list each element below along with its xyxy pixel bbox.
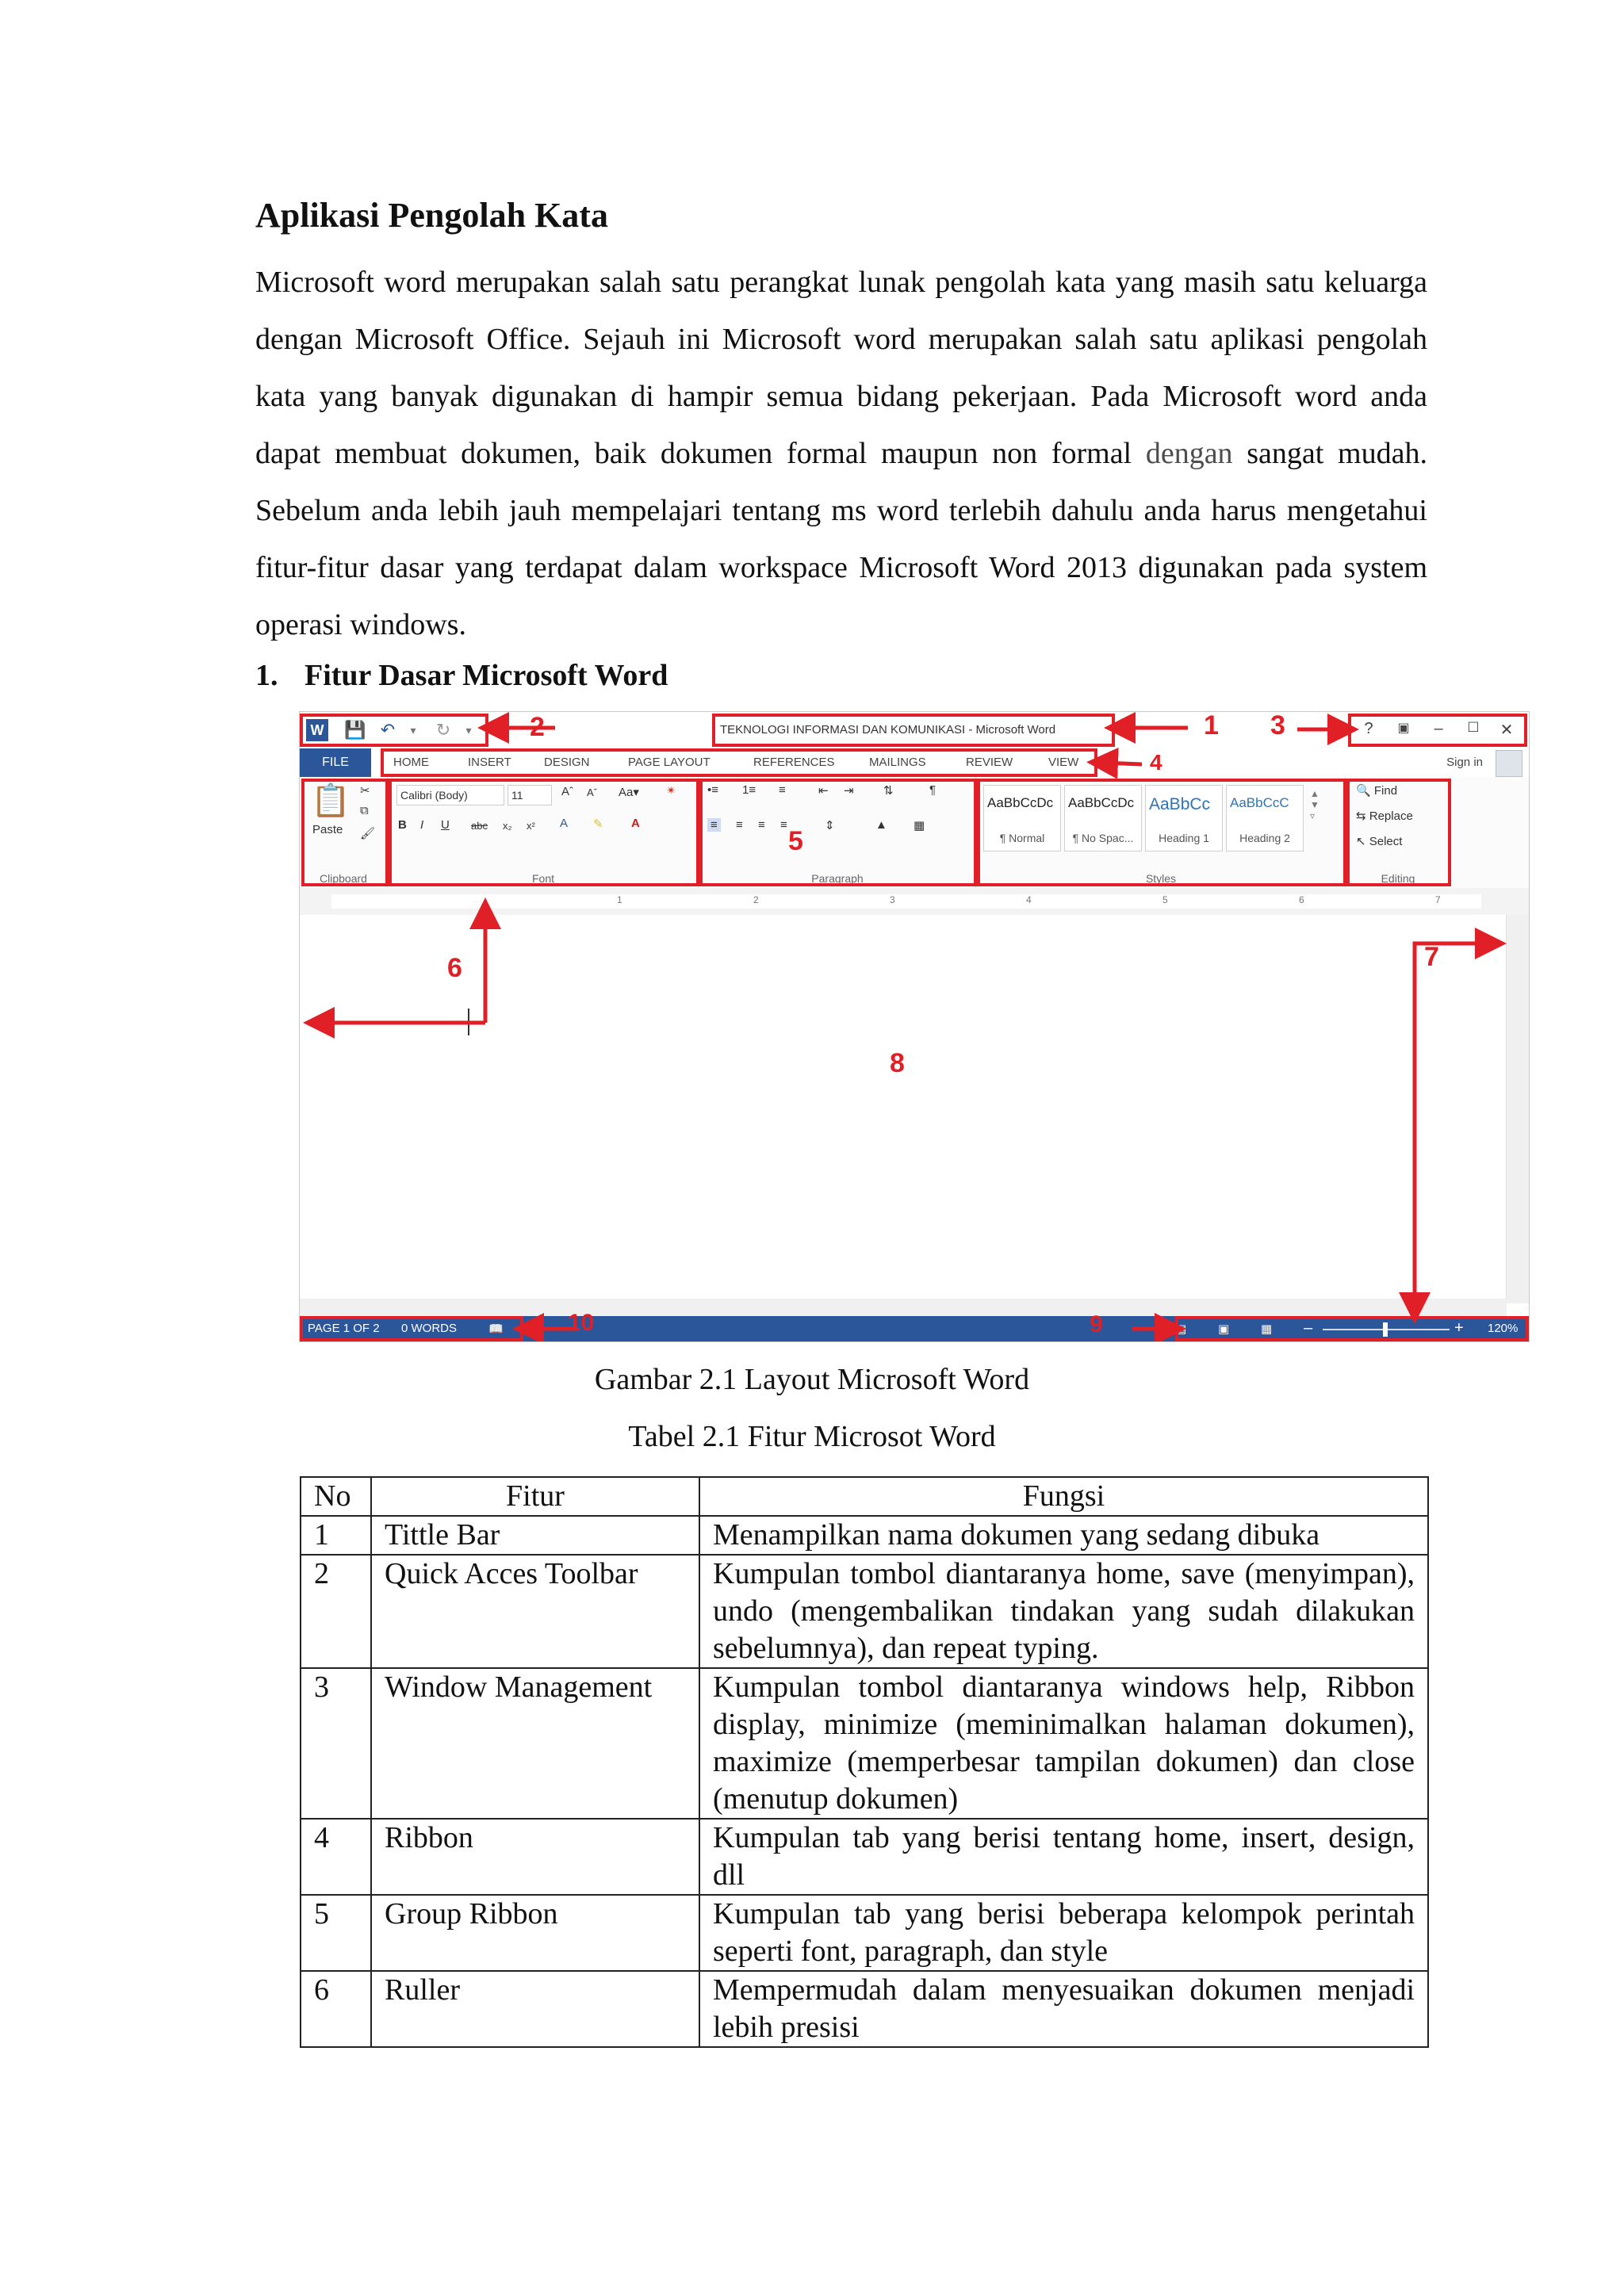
horizontal-scrollbar — [300, 1299, 1507, 1316]
font-size-box: 11 — [508, 785, 552, 806]
font-label: Font — [531, 872, 554, 885]
document-title: TEKNOLOGI INFORMASI DAN KOMUNIKASI - Microsoft Word — [720, 723, 1056, 737]
ruler-tick: 5 — [1162, 894, 1168, 905]
redo-icon: ↻ — [435, 720, 451, 740]
annotation-number: 8 — [890, 1048, 905, 1078]
vertical-scrollbar — [1506, 915, 1529, 1303]
header-fungsi: Fungsi — [699, 1477, 1428, 1516]
shading-icon: ▲ — [875, 818, 887, 832]
borders-icon: ▦ — [914, 819, 925, 832]
format-painter-icon: 🖌 — [360, 827, 376, 840]
style-heading-2-name: Heading 2 — [1239, 832, 1290, 844]
row-no: 3 — [301, 1668, 371, 1819]
customize-qat-icon: ▾ — [465, 724, 472, 737]
intro-text-b: sangat mudah. Sebelum anda lebih jauh mempelajari tentang ms word terlebih dahulu anda harus mengetahui fitur-fitur dasar yang terdapat dalam workspace Microsoft Word 2013 digunakan pada system operasi windows. — [255, 437, 1427, 641]
annotation-number: 3 — [1270, 712, 1285, 740]
style-no-spacing-preview: AaBbCcDc — [1068, 795, 1135, 810]
ruler-tick: 3 — [890, 894, 895, 905]
annotation-box-clipboard — [301, 779, 389, 886]
file-tab: FILE — [300, 748, 371, 777]
zoom-level: 120% — [1488, 1322, 1519, 1335]
header-no: No — [301, 1477, 371, 1516]
annotation-number: 5 — [788, 826, 803, 856]
minimize-icon: – — [1434, 720, 1443, 737]
word-screenshot-figure — [300, 712, 1529, 1341]
table-row — [301, 1555, 1428, 1668]
multilevel-list-icon: ≡ — [779, 783, 786, 797]
underline-icon: U — [441, 818, 450, 832]
editing-label: Editing — [1381, 872, 1415, 885]
tab-page-layout: PAGE LAYOUT — [628, 756, 710, 769]
feature-table — [300, 1476, 1429, 2048]
page-heading: Aplikasi Pengolah Kata — [255, 196, 608, 235]
tab-insert: INSERT — [468, 756, 511, 769]
row-fitur: Quick Acces Toolbar — [371, 1555, 699, 1668]
document-area — [300, 915, 1529, 1303]
shrink-font-icon: Aˇ — [587, 786, 597, 798]
annotation-box-status-left — [300, 1316, 523, 1341]
paste-label: Paste — [312, 823, 343, 836]
tab-view: VIEW — [1048, 756, 1079, 769]
sign-in-link: Sign in — [1446, 756, 1483, 769]
styles-scroll-icon: ▲ ▼ ▿ — [1310, 788, 1320, 821]
change-case-icon: Aa▾ — [619, 786, 639, 799]
avatar — [1496, 750, 1522, 777]
align-left-icon: ≡ — [707, 818, 721, 832]
row-no: 4 — [301, 1819, 371, 1895]
word-logo-icon: W — [306, 719, 328, 741]
zoom-in-icon: + — [1454, 1319, 1464, 1337]
text-cursor — [468, 1008, 469, 1035]
numbering-icon: 1≡ — [742, 783, 756, 797]
row-fitur: Window Management — [371, 1668, 699, 1819]
ruler — [300, 888, 1529, 916]
replace-label: Replace — [1369, 809, 1413, 823]
tab-mailings: MAILINGS — [869, 756, 926, 769]
intro-text-muted: dengan — [1145, 437, 1233, 470]
highlight-icon: ✎ — [593, 817, 603, 831]
justify-icon: ≡ — [780, 818, 787, 832]
style-normal-name: ¶ Normal — [999, 832, 1045, 844]
row-no: 1 — [301, 1516, 371, 1555]
annotation-number: 2 — [530, 712, 545, 742]
section-number: 1. — [255, 659, 278, 692]
row-no: 5 — [301, 1895, 371, 1971]
style-heading-2-preview: AaBbCcC — [1230, 795, 1289, 810]
tab-design: DESIGN — [544, 756, 590, 769]
ruler-tick: 4 — [1026, 894, 1032, 905]
find-icon: 🔍 — [1356, 784, 1371, 798]
ruler-tick: 2 — [753, 894, 759, 905]
line-spacing-icon: ⇕ — [825, 819, 835, 832]
style-normal-preview: AaBbCcDc — [987, 795, 1054, 810]
clear-format-icon: ✴ — [666, 784, 676, 798]
ribbon-display-icon: ▣ — [1397, 721, 1410, 735]
dropdown-arrow-icon: ▾ — [410, 724, 416, 737]
pilcrow-icon: ¶ — [929, 783, 936, 797]
annotation-number: 1 — [1204, 712, 1219, 740]
ruler-tick: 6 — [1299, 894, 1304, 905]
font-color-icon: A — [631, 817, 640, 830]
figure-caption: Gambar 2.1 Layout Microsoft Word — [594, 1363, 1030, 1396]
annotation-number: 4 — [1150, 750, 1162, 775]
copy-icon: ⧉ — [360, 804, 369, 817]
annotation-box-font — [389, 779, 699, 886]
maximize-icon: ☐ — [1467, 720, 1480, 735]
table-row — [301, 1516, 1428, 1555]
align-center-icon: ≡ — [736, 818, 743, 832]
paragraph-label: Paragraph — [811, 872, 864, 885]
table-row — [301, 1819, 1428, 1895]
row-fungsi: Menampilkan nama dokumen yang sedang dibuka — [699, 1516, 1428, 1555]
page-count: PAGE 1 OF 2 — [308, 1322, 380, 1335]
tab-review: REVIEW — [966, 756, 1013, 769]
row-fungsi: Kumpulan tombol diantaranya windows help, Ribbon display, minimize (meminimalkan halaman dokumen), maximize (memperbesar tampilan dokumen) dan close (menutup dokumen) — [699, 1668, 1428, 1819]
row-fitur: Ribbon — [371, 1819, 699, 1895]
row-fitur: Group Ribbon — [371, 1895, 699, 1971]
row-fitur: Tittle Bar — [371, 1516, 699, 1555]
header-fitur: Fitur — [371, 1477, 699, 1516]
annotation-box-qat — [300, 714, 488, 747]
intro-text-a: Microsoft word merupakan salah satu perangkat lunak pengolah kata yang masih satu keluarga dengan Microsoft Office. Sejauh ini Microsoft word merupakan salah satu aplikasi pengolah kata yang banyak digunakan di hampir semua bidang pekerjaan. Pada Microsoft word anda dapat membuat dokumen, baik dokumen formal maupun non formal — [255, 266, 1427, 470]
table-row — [301, 1668, 1428, 1819]
styles-label: Styles — [1145, 872, 1177, 885]
zoom-out-icon: – — [1304, 1319, 1313, 1337]
row-fungsi: Kumpulan tombol diantaranya home, save (menyimpan), undo (mengembalikan tindakan yang sudah dilakukan sebelumnya), dan repeat typing. — [699, 1555, 1428, 1668]
font-name-box: Calibri (Body) — [396, 785, 504, 806]
sort-icon: ⇅ — [883, 784, 894, 798]
ruler-tick: 1 — [617, 894, 622, 905]
annotation-number: 7 — [1424, 942, 1439, 972]
decrease-indent-icon: ⇤ — [818, 784, 829, 798]
annotation-box-paragraph — [699, 779, 977, 886]
clipboard-label: Clipboard — [320, 872, 367, 885]
print-layout-icon: ▣ — [1218, 1322, 1230, 1336]
row-no: 2 — [301, 1555, 371, 1668]
section-title: Fitur Dasar Microsoft Word — [304, 659, 668, 692]
save-icon: 💾 — [344, 720, 366, 740]
tab-references: REFERENCES — [753, 756, 835, 769]
increase-indent-icon: ⇥ — [844, 784, 854, 798]
italic-icon: I — [420, 818, 424, 832]
row-fungsi: Kumpulan tab yang berisi tentang home, insert, design, dll — [699, 1819, 1428, 1895]
row-fungsi: Mempermudah dalam menyesuaikan dokumen menjadi lebih presisi — [699, 1971, 1428, 2047]
section-heading — [255, 658, 668, 693]
align-right-icon: ≡ — [758, 818, 765, 832]
table-header-row — [301, 1477, 1428, 1516]
subscript-icon: x₂ — [503, 820, 512, 832]
strikethrough-icon: abc — [471, 820, 488, 832]
proofing-icon: 📖 — [488, 1322, 504, 1336]
row-no: 6 — [301, 1971, 371, 2047]
row-fitur: Ruller — [371, 1971, 699, 2047]
grow-font-icon: Aˆ — [561, 785, 573, 798]
bullets-icon: •≡ — [707, 783, 719, 797]
select-icon: ↖ — [1356, 835, 1366, 848]
replace-icon: ⇆ — [1356, 809, 1366, 823]
annotation-box-styles — [977, 779, 1346, 886]
undo-icon: ↶ — [380, 720, 396, 740]
row-fungsi: Kumpulan tab yang berisi beberapa kelompok perintah seperti font, paragraph, dan style — [699, 1895, 1428, 1971]
table-row — [301, 1971, 1428, 2047]
annotation-number: 6 — [447, 953, 462, 983]
web-layout-icon: ▦ — [1261, 1322, 1273, 1336]
close-icon: ✕ — [1500, 721, 1514, 739]
style-heading-1-name: Heading 1 — [1159, 832, 1209, 844]
ruler-tick: 7 — [1435, 894, 1441, 905]
annotation-box-view-zoom — [1175, 1316, 1529, 1341]
table-caption: Tabel 2.1 Fitur Microsot Word — [628, 1420, 996, 1453]
tab-home: HOME — [393, 756, 429, 769]
annotation-box-window-controls — [1348, 714, 1527, 747]
annotation-box-tabs — [381, 748, 1097, 777]
help-icon: ? — [1364, 720, 1373, 737]
bold-icon: B — [398, 818, 407, 832]
table-row — [301, 1895, 1428, 1971]
intro-paragraph — [255, 254, 1427, 653]
paste-icon: 📋 — [311, 783, 350, 818]
style-heading-1-preview: AaBbCc — [1149, 795, 1211, 813]
read-mode-icon: ▤ — [1175, 1322, 1187, 1336]
annotation-box-title — [712, 714, 1115, 747]
text-effects-icon: A — [560, 817, 569, 830]
cut-icon: ✂ — [360, 784, 370, 798]
annotation-number: 10 — [568, 1310, 595, 1336]
annotation-box-editing — [1346, 779, 1451, 886]
select-label: Select — [1369, 835, 1403, 848]
word-count: 0 WORDS — [401, 1322, 458, 1335]
style-no-spacing-name: ¶ No Spac... — [1072, 832, 1134, 844]
ruler-scale — [331, 894, 1481, 909]
superscript-icon: x² — [527, 820, 535, 832]
find-label: Find — [1373, 784, 1398, 798]
annotation-number: 9 — [1090, 1311, 1103, 1337]
